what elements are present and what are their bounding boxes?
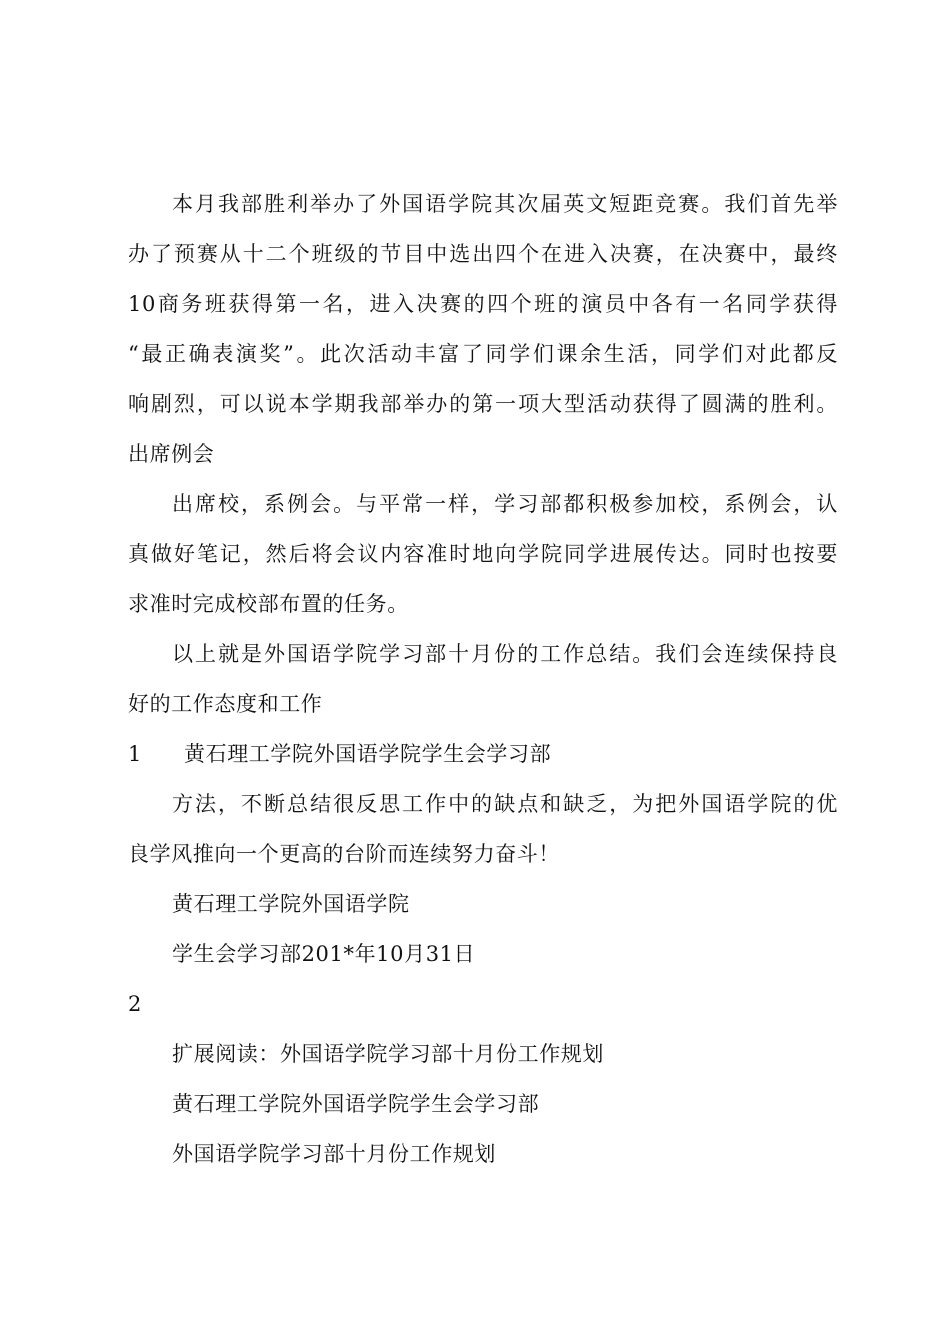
paragraph-line: 出席校，系例会。与平常一样，学习部都积极参加校，系例会，认: [172, 492, 838, 516]
page-number: 2: [128, 992, 142, 1016]
paragraph-line: 好的工作态度和工作: [128, 692, 323, 716]
paragraph-line: 良学风推向一个更高的台阶而连续努力奋斗！: [128, 842, 560, 866]
signature-date: 学生会学习部201*年10月31日: [172, 942, 476, 966]
paragraph-line: 响剧烈，可以说本学期我部举办的第一项大型活动获得了圆满的胜利。: [128, 392, 838, 416]
page-footer: [128, 990, 838, 1018]
extended-reading-title: 扩展阅读：外国语学院学习部十月份工作规划: [172, 1042, 604, 1066]
paragraph-line: 本月我部胜利举办了外国语学院其次届英文短距竞赛。我们首先举: [172, 192, 838, 216]
section-heading: 出席例会: [128, 442, 215, 466]
paragraph-line: “最正确表演奖”。此次活动丰富了同学们课余生活，同学们对此都反: [128, 342, 838, 366]
paragraph-line: 办了预赛从十二个班级的节目中选出四个在进入决赛，在决赛中，最终: [128, 242, 838, 266]
extended-reading-org: 黄石理工学院外国语学院学生会学习部: [172, 1092, 540, 1116]
page-footer: [128, 740, 838, 768]
paragraph-line: 以上就是外国语学院学习部十月份的工作总结。我们会连续保持良: [172, 642, 838, 666]
paragraph-line: 求准时完成校部布置的任务。: [128, 592, 409, 616]
footer-org: 黄石理工学院外国语学院学生会学习部: [184, 742, 552, 766]
paragraph-line: 方法，不断总结很反思工作中的缺点和缺乏，为把外国语学院的优: [172, 792, 838, 816]
paragraph-line: 真做好笔记，然后将会议内容准时地向学院同学进展传达。同时也按要: [128, 542, 838, 566]
extended-reading-subtitle: 外国语学院学习部十月份工作规划: [172, 1142, 496, 1166]
page-number: 1: [128, 742, 142, 766]
paragraph-line: 10商务班获得第一名，进入决赛的四个班的演员中各有一名同学获得: [128, 292, 838, 316]
signature-org: 黄石理工学院外国语学院: [172, 892, 410, 916]
